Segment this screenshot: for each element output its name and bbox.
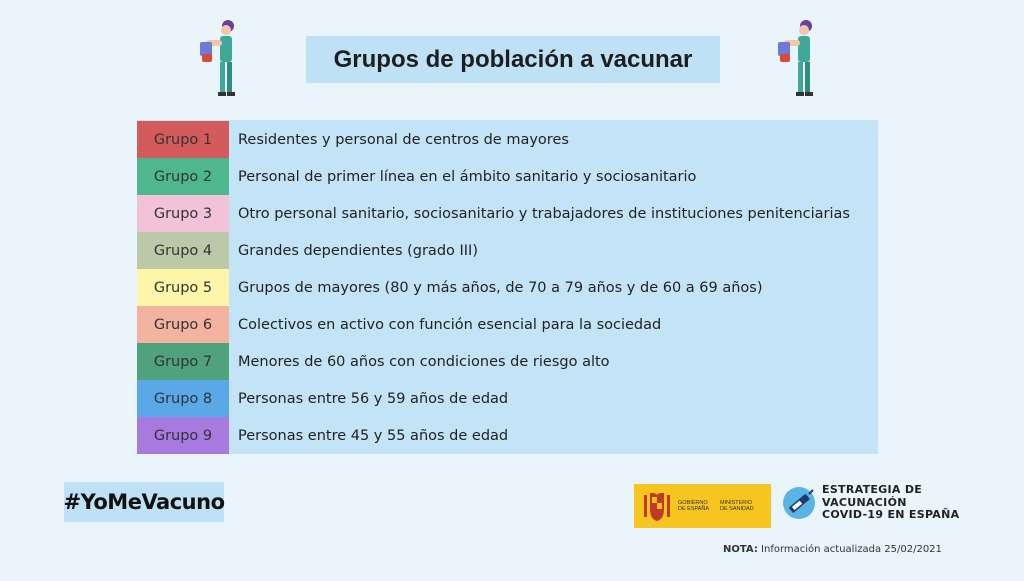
group-description: Menores de 60 años con condiciones de riesgo alto bbox=[238, 353, 610, 370]
estrategia-logo bbox=[782, 484, 959, 522]
table-row bbox=[137, 195, 878, 232]
group-label: Grupo 9 bbox=[137, 417, 229, 454]
hashtag-banner: #YoMeVacuno bbox=[64, 482, 224, 522]
table-row bbox=[137, 269, 878, 306]
gobierno-text: GOBIERNO DE ESPAÑA bbox=[678, 499, 710, 512]
group-description: Grupos de mayores (80 y más años, de 70 a 79 años y de 60 a 69 años) bbox=[238, 279, 763, 296]
group-label: Grupo 4 bbox=[137, 232, 229, 269]
group-description: Personas entre 45 y 55 años de edad bbox=[238, 427, 509, 444]
table-row bbox=[137, 380, 878, 417]
group-label: Grupo 3 bbox=[137, 195, 229, 232]
note-text: Información actualizada 25/02/2021 bbox=[761, 544, 942, 555]
nurse-illustration-left bbox=[198, 18, 242, 100]
group-description: Colectivos en activo con función esencial para la sociedad bbox=[238, 316, 662, 333]
group-description: Personal de primer línea en el ámbito sanitario y sociosanitario bbox=[238, 168, 697, 185]
nurse-illustration-right bbox=[776, 18, 820, 100]
group-description: Residentes y personal de centros de mayores bbox=[238, 131, 569, 148]
group-label: Grupo 2 bbox=[137, 158, 229, 195]
table-row bbox=[137, 343, 878, 380]
table-row bbox=[137, 232, 878, 269]
page-title: Grupos de población a vacunar bbox=[306, 36, 720, 83]
table-row bbox=[137, 121, 878, 158]
coat-of-arms-icon bbox=[642, 489, 672, 523]
estrategia-text: ESTRATEGIA DE VACUNACIÓN COVID-19 EN ESPAÑA bbox=[822, 483, 960, 522]
table-row bbox=[137, 417, 878, 454]
groups-table bbox=[137, 120, 878, 454]
update-note bbox=[723, 544, 942, 555]
group-description: Personas entre 56 y 59 años de edad bbox=[238, 390, 509, 407]
group-label: Grupo 6 bbox=[137, 306, 229, 343]
table-row bbox=[137, 158, 878, 195]
group-description: Otro personal sanitario, sociosanitario y trabajadores de instituciones penitenciarias bbox=[238, 205, 850, 222]
group-description: Grandes dependientes (grado III) bbox=[238, 242, 478, 259]
gobierno-logo bbox=[634, 484, 771, 528]
note-label: NOTA: bbox=[723, 544, 758, 555]
group-label: Grupo 1 bbox=[137, 121, 229, 158]
ministerio-text: MINISTERIO DE SANIDAD bbox=[720, 499, 754, 512]
group-label: Grupo 5 bbox=[137, 269, 229, 306]
table-row bbox=[137, 306, 878, 343]
group-label: Grupo 8 bbox=[137, 380, 229, 417]
syringe-icon bbox=[782, 486, 816, 520]
group-label: Grupo 7 bbox=[137, 343, 229, 380]
